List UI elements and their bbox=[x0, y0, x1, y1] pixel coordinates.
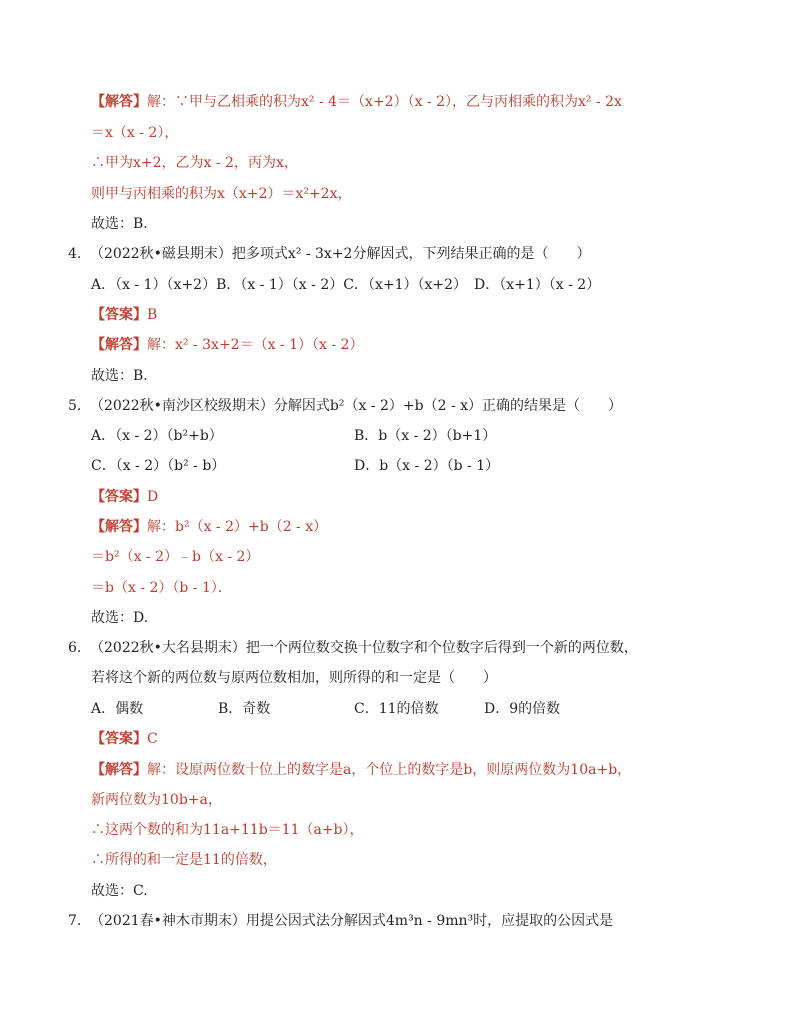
answer-value: B bbox=[147, 307, 158, 323]
answer-value: D bbox=[147, 489, 159, 505]
analysis-text: 解：∵甲与乙相乘的积为x² - 4＝（x+2）（x - 2），乙与丙相乘的积为x² - 2x bbox=[147, 94, 622, 110]
q3-analysis-line3: ∴甲为x+2，乙为x - 2，丙为x， bbox=[91, 155, 298, 171]
q5-option-d: D．b（x - 2）（b - 1） bbox=[354, 458, 500, 474]
q5-conclusion: 故选：D. bbox=[91, 610, 149, 626]
analysis-tag: 【解答】 bbox=[91, 337, 147, 353]
answer-value: C bbox=[147, 731, 158, 747]
q5-analysis-line2: ＝b²（x - 2）﹣b（x - 2） bbox=[91, 549, 260, 565]
q6-analysis-line1 bbox=[91, 760, 631, 780]
analysis-tag: 【解答】 bbox=[91, 94, 147, 110]
question-number: 7. bbox=[68, 913, 82, 929]
q5-answer bbox=[91, 487, 158, 507]
q4-answer bbox=[91, 305, 157, 325]
answer-tag: 【答案】 bbox=[91, 307, 147, 323]
answer-tag: 【答案】 bbox=[91, 731, 147, 747]
question-number: 4. bbox=[68, 246, 82, 262]
q6-option-c: C．11的倍数 bbox=[354, 701, 439, 717]
q6-analysis-line4: ∴所得的和一定是11的倍数， bbox=[91, 852, 277, 868]
q5-option-c: C．（x - 2）（b² - b） bbox=[91, 458, 226, 474]
analysis-tag: 【解答】 bbox=[91, 519, 147, 535]
question-text: （2022秋•磁县期末）把多项式x² - 3x+2分解因式，下列结果正确的是（ ） bbox=[90, 246, 591, 262]
q6-stem-line1 bbox=[68, 638, 638, 658]
q5-stem bbox=[68, 396, 622, 416]
q5-analysis-line1 bbox=[91, 517, 327, 537]
q7-stem bbox=[68, 911, 613, 931]
q4-stem bbox=[68, 244, 590, 264]
answer-tag: 【答案】 bbox=[91, 489, 147, 505]
q3-conclusion: 故选：B. bbox=[91, 216, 148, 232]
q4-analysis bbox=[91, 335, 363, 355]
question-number: 5. bbox=[68, 398, 82, 414]
q6-stem-line2: 若将这个新的两位数与原两位数相加，则所得的和一定是（ ） bbox=[91, 670, 497, 686]
q6-option-d: D．9的倍数 bbox=[484, 701, 561, 717]
q3-analysis-line1 bbox=[91, 92, 622, 112]
q4-options: A．（x - 1）（x+2）B．（x - 1）（x - 2）C．（x+1）（x+2） D．（x+1）（x - 2） bbox=[91, 277, 601, 293]
analysis-text: 解：x² - 3x+2＝（x - 1）（x - 2） bbox=[147, 337, 364, 353]
question-text: （2022秋•大名县期末）把一个两位数交换十位数字和个位数字后得到一个新的两位数， bbox=[90, 640, 638, 656]
analysis-text: 解：b²（x - 2）+b（2 - x） bbox=[147, 519, 328, 535]
q6-conclusion: 故选：C. bbox=[91, 883, 148, 899]
q6-option-a: A．偶数 bbox=[91, 701, 144, 717]
q6-answer bbox=[91, 729, 158, 749]
q3-analysis-line4: 则甲与丙相乘的积为x（x+2）＝x²+2x， bbox=[91, 186, 352, 202]
q5-option-b: B．b（x - 2）（b+1） bbox=[354, 428, 497, 444]
q3-analysis-line2: ＝x（x - 2）， bbox=[91, 125, 179, 141]
question-text: （2021春•神木市期末）用提公因式法分解因式4m³n - 9mn³时，应提取的公因式是 bbox=[90, 913, 614, 929]
analysis-text: 解：设原两位数十位上的数字是a，个位上的数字是b，则原两位数为10a+b， bbox=[147, 762, 632, 778]
question-text: （2022秋•南沙区校级期末）分解因式b²（x - 2）+b（2 - x）正确的结果是（ ） bbox=[90, 398, 623, 414]
q5-option-a: A．（x - 2）（b²+b） bbox=[91, 428, 223, 444]
q6-option-b: B．奇数 bbox=[218, 701, 271, 717]
q4-conclusion: 故选：B. bbox=[91, 368, 148, 384]
q6-analysis-line3: ∴这两个数的和为11a+11b＝11（a+b）， bbox=[91, 822, 364, 838]
q6-analysis-line2: 新两位数为10b+a， bbox=[91, 792, 222, 808]
q5-analysis-line3: ＝b（x - 2）（b - 1）． bbox=[91, 580, 232, 596]
question-number: 6. bbox=[68, 640, 82, 656]
analysis-tag: 【解答】 bbox=[91, 762, 147, 778]
